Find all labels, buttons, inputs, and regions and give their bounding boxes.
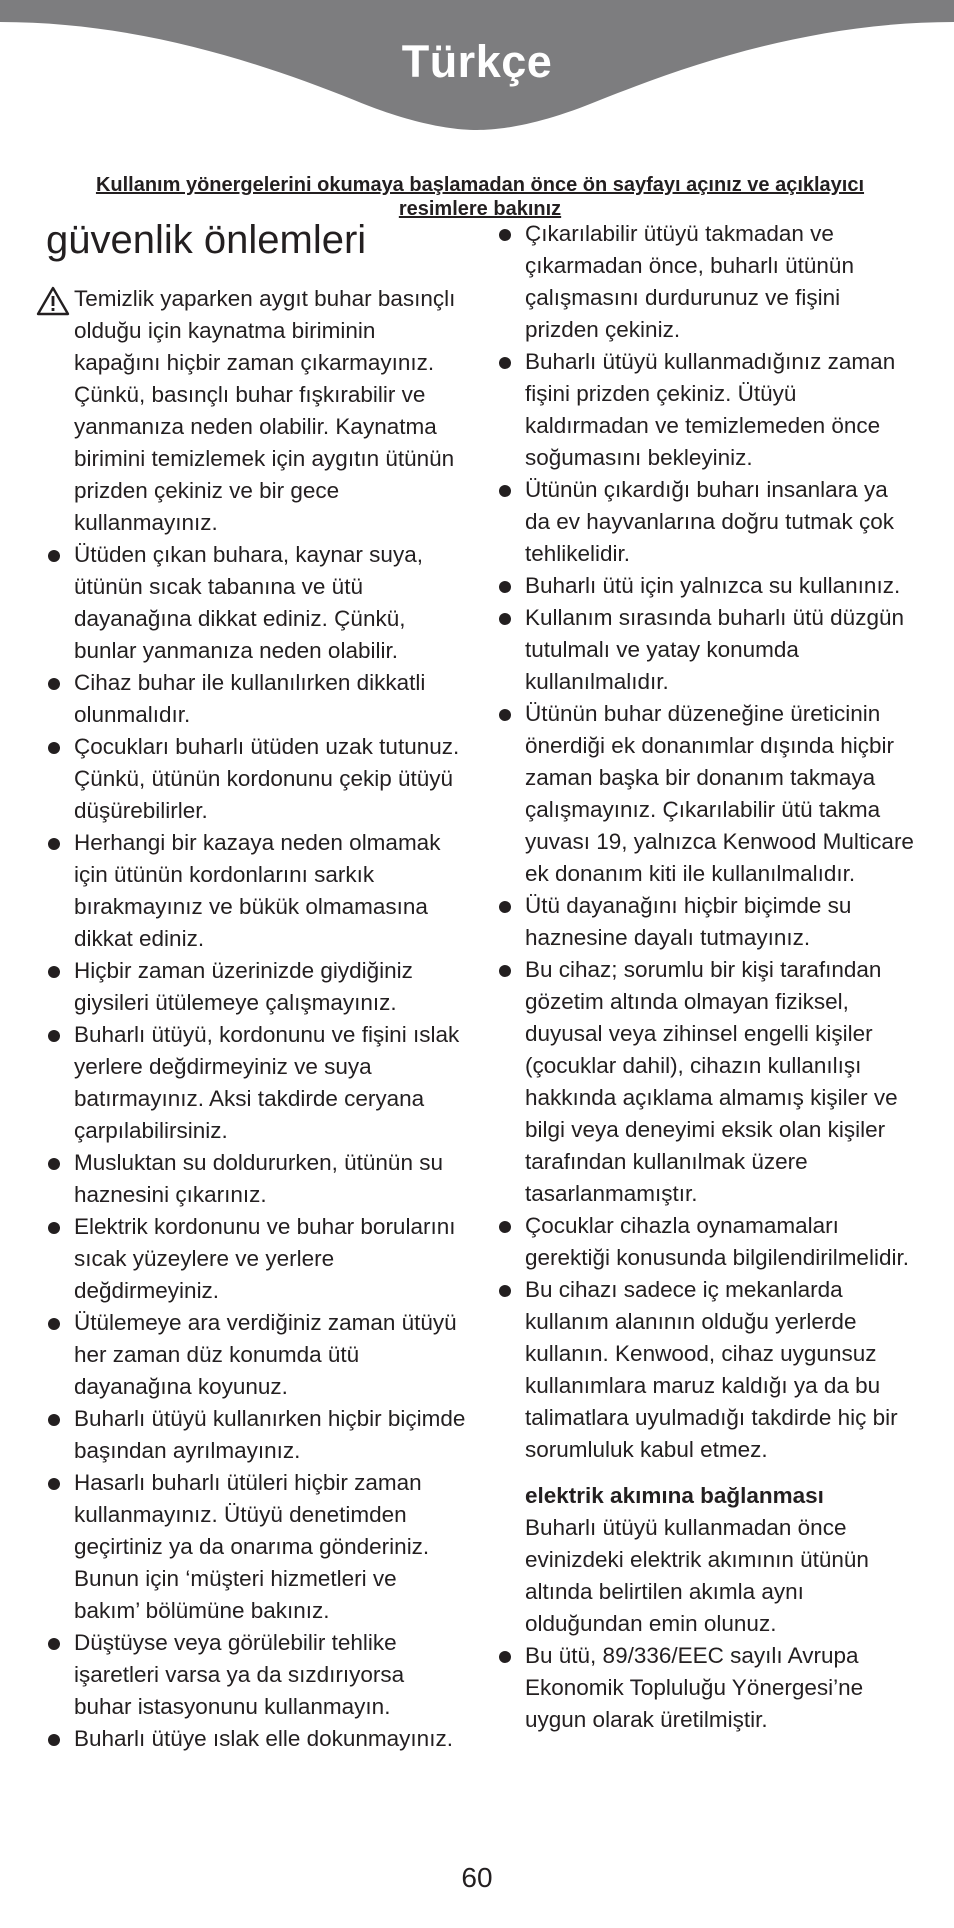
list-item: Bu cihaz; sorumlu bir kişi tarafından gözetim altında olmayan fiziksel, duyusal veya zihinsel engelli kişiler (çocuklar dahil), cihazın kullanılışı hakkında açıklama almamış kişiler ve bilgi veya deneyimi eksik olan kişiler tarafından kullanılmak üzere tasarlanmamıştır. <box>497 954 917 1210</box>
subsection-title: elektrik akımına bağlanması <box>525 1483 824 1508</box>
page-title: Türkçe <box>401 36 553 87</box>
left-safety-list <box>46 539 466 1755</box>
page-number: 60 <box>461 1862 493 1893</box>
list-item: Ütülemeye ara verdiğiniz zaman ütüyü her zaman düz konumda ütü dayanağına koyunuz. <box>46 1307 466 1403</box>
intro-notice: Kullanım yönergelerini okumaya başlamadan önce ön sayfayı açınız ve açıklayıcı resimlere bakınız <box>95 174 865 220</box>
list-item: Hiçbir zaman üzerinizde giydiğiniz giysileri ütülemeye çalışmayınız. <box>46 955 466 1019</box>
list-item: Hasarlı buharlı ütüleri hiçbir zaman kullanmayınız. Ütüyü denetimden geçirtiniz ya da onarıma gönderiniz. Bunun için ‘müşteri hizmetleri ve bakım’ bölümüne bakınız. <box>46 1467 466 1627</box>
list-item: Buharlı ütüyü kullanmadığınız zaman fişini prizden çekiniz. Ütüyü kaldırmadan ve temizlemeden önce soğumasını bekleyiniz. <box>497 346 917 474</box>
list-item: Ütüden çıkan buhara, kaynar suya, ütünün sıcak tabanına ve ütü dayanağına dikkat ediniz. Çünkü, bunlar yanmanıza neden olabilir. <box>46 539 466 667</box>
warning-text: Temizlik yaparken aygıt buhar basınçlı olduğu için kaynatma biriminin kapağını hiçbir zaman çıkarmayınız. Çünkü, basınçlı buhar fışkırabilir ve yanmanıza neden olabilir. Kaynatma birimini temizlemek için aygıtın ütünün prizden çekiniz ve bir gece kullanmayınız. <box>74 286 456 535</box>
left-column <box>46 215 466 1755</box>
right-final-list <box>497 1640 917 1736</box>
section-title: güvenlik önlemleri <box>46 218 367 262</box>
list-item: Buharlı ütüyü, kordonunu ve fişini ıslak yerlere değdirmeyiniz ve suya batırmayınız. Aksi takdirde ceryana çarpılabilirsiniz. <box>46 1019 466 1147</box>
list-item: Bu cihazı sadece iç mekanlarda kullanım alanının olduğu yerlerde kullanın. Kenwood, cihaz uygunsuz kullanımlara maruz kaldığı ya da bu talimatlara uyulmadığı takdirde hiç bir sorumluluk kabul etmez. <box>497 1274 917 1466</box>
warning-triangle-icon <box>36 286 70 316</box>
list-item: Bu ütü, 89/336/EEC sayılı Avrupa Ekonomik Topluluğu Yönergesi’ne uygun olarak üretilmiştir. <box>497 1640 917 1736</box>
right-safety-list <box>497 218 917 1466</box>
list-item: Ütünün çıkardığı buharı insanlara ya da ev hayvanlarına doğru tutmak çok tehlikelidir. <box>497 474 917 570</box>
list-item: Herhangi bir kazaya neden olmamak için ütünün kordonlarını sarkık bırakmayınız ve bükük olmamasına dikkat ediniz. <box>46 827 466 955</box>
list-item: Buharlı ütüyü kullanırken hiçbir biçimde başından ayrılmayınız. <box>46 1403 466 1467</box>
list-item: Elektrik kordonunu ve buhar borularını sıcak yüzeylere ve yerlere değdirmeyiniz. <box>46 1211 466 1307</box>
list-item: Çıkarılabilir ütüyü takmadan ve çıkarmadan önce, buharlı ütünün çalışmasını durdurunuz ve fişini prizden çekiniz. <box>497 218 917 346</box>
list-item: Ütünün buhar düzeneğine üreticinin önerdiği ek donanımlar dışında hiçbir zaman başka bir donanım takmaya çalışmayınız. Çıkarılabilir ütü takma yuvası 19, yalnızca Kenwood Multicare ek donanım kiti ile kullanılmalıdır. <box>497 698 917 890</box>
list-item: Buharlı ütüye ıslak elle dokunmayınız. <box>46 1723 466 1755</box>
right-column <box>497 218 917 1736</box>
list-item: Çocukları buharlı ütüden uzak tutunuz. Çünkü, ütünün kordonunu çekip ütüyü düşürebilirler. <box>46 731 466 827</box>
list-item: Cihaz buhar ile kullanılırken dikkatli olunmalıdır. <box>46 667 466 731</box>
list-item: Çocuklar cihazla oynamamaları gerektiği konusunda bilgilendirilmelidir. <box>497 1210 917 1274</box>
list-item: Ütü dayanağını hiçbir biçimde su haznesine dayalı tutmayınız. <box>497 890 917 954</box>
warning-item <box>46 283 466 539</box>
list-item: Musluktan su doldururken, ütünün su haznesini çıkarınız. <box>46 1147 466 1211</box>
list-item: Buharlı ütü için yalnızca su kullanınız. <box>497 570 917 602</box>
list-item: Düştüyse veya görülebilir tehlike işaretleri varsa ya da sızdırıyorsa buhar istasyonunu kullanmayın. <box>46 1627 466 1723</box>
subsection-text: Buharlı ütüyü kullanmadan önce evinizdeki elektrik akımının ütünün altında belirtilen akımla aynı olduğundan emin olunuz. <box>525 1515 869 1636</box>
electrical-connection-section <box>497 1480 917 1640</box>
list-item: Kullanım sırasında buharlı ütü düzgün tutulmalı ve yatay konumda kullanılmalıdır. <box>497 602 917 698</box>
